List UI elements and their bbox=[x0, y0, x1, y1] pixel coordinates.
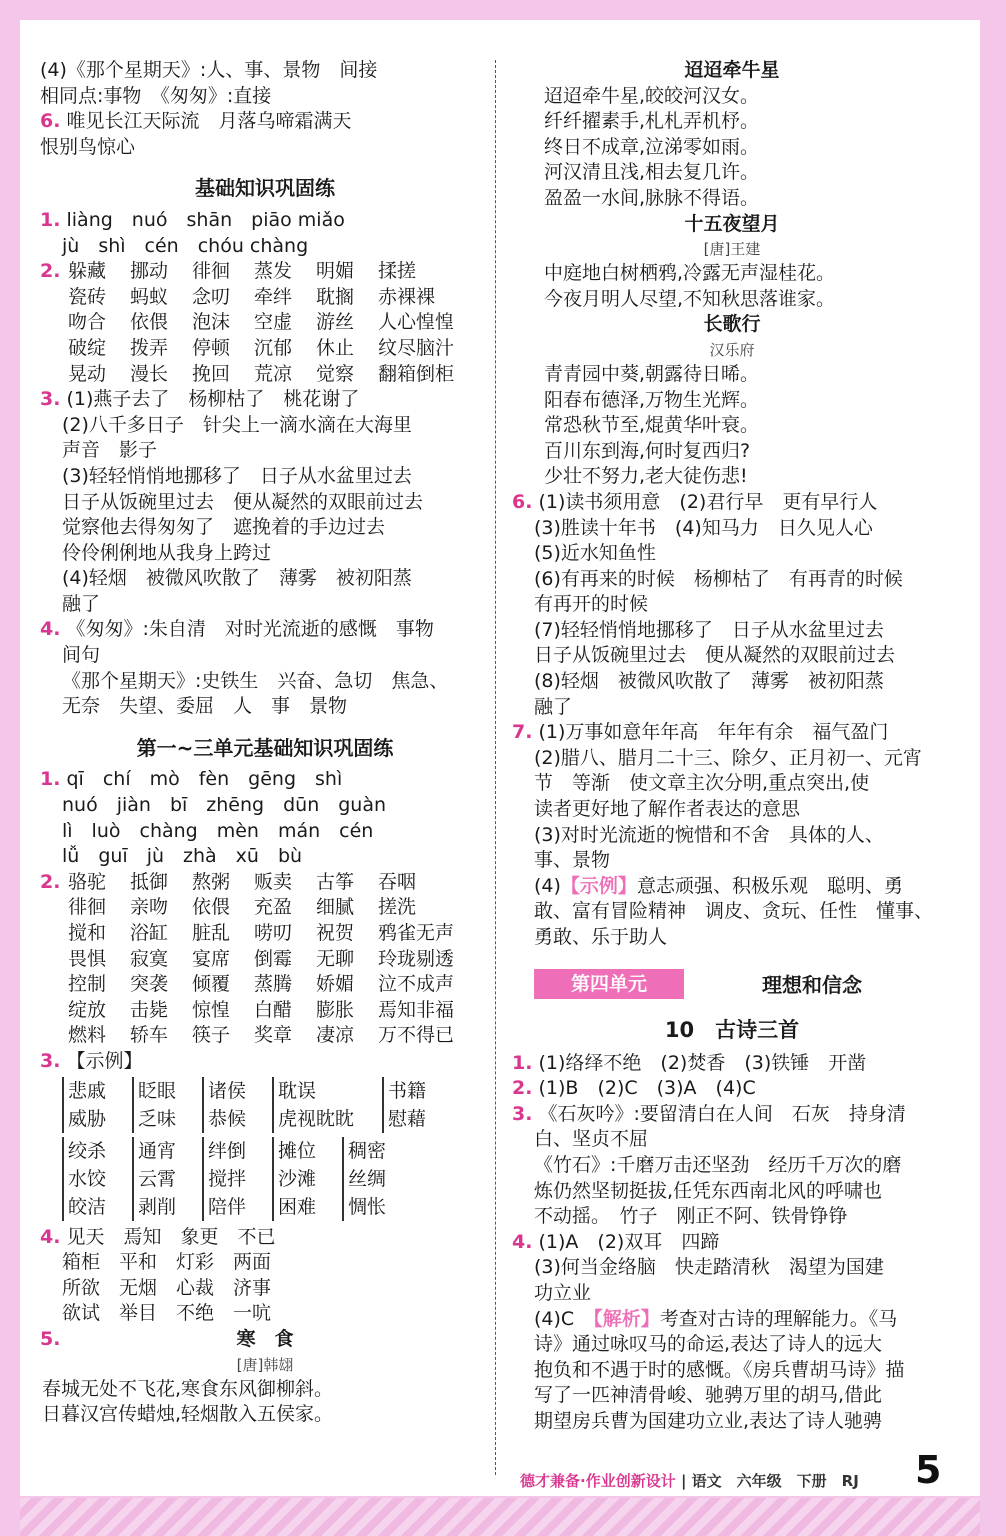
word-cell: 膨胀 bbox=[316, 998, 355, 1021]
poem-title-1: 迢迢牵牛星 bbox=[684, 59, 780, 81]
word-cell: 泣不成声 bbox=[378, 973, 455, 996]
s2-q2: 2. 骆驼 抵御 熬粥 贩卖 古筝 吞咽 徘徊 亲吻 依偎 充盈 细腻 搓洗 搅和 浴缸 脏乱 唠叨 祝贺 鸦雀无声 畏惧 寂寞 宴席 倒霉 无聊 玲珑剔透 控制 突袭 倾覆 蒸腾 娇媚 泣不成声 绽放 击毙 惊惶 白醋 膨胀 焉知非福 燃料 轿车 筷子 奖章 凄凉 万不得已 bbox=[40, 870, 490, 1049]
item-6-cont: 恨别鸟惊心 bbox=[40, 135, 136, 158]
footer-subject: 语文 六年级 下册 RJ bbox=[691, 1472, 859, 1490]
bracket-word: 诸侯 bbox=[208, 1079, 247, 1102]
l-q4: 4. (1)A (2)双耳 四蹄 (3)何当金络脑 快走踏清秋 渴望为国建 功立业 (4)C 【解析】考查对古诗的理解能力。《马 诗》通过咏叹马的命运,表达了诗人的远大 抱负和不遇于时的感慨。《房兵曹胡马诗》描 写了一匹神清骨峻、驰骋万里的胡马,借此 期望房兵曹为国建功立业,表达了诗人驰骋 bbox=[512, 1230, 952, 1435]
intro-block bbox=[40, 58, 490, 109]
text-line: lǚ guī jù zhà xū bù bbox=[62, 845, 303, 868]
bracket-word: 恭候 bbox=[208, 1107, 247, 1130]
word-cell: 蒸发 bbox=[254, 260, 293, 283]
bottom-stripe bbox=[20, 1498, 980, 1536]
word-row bbox=[68, 972, 455, 998]
word-cell: 依偎 bbox=[192, 896, 231, 919]
word-cell: 揉搓 bbox=[378, 260, 417, 283]
word-cell: 徘徊 bbox=[192, 260, 231, 283]
word-row bbox=[68, 259, 440, 285]
bracket-group bbox=[132, 1077, 188, 1133]
word-cell: 亲吻 bbox=[130, 896, 169, 919]
poem-2 bbox=[512, 261, 952, 312]
word-cell: 倒霉 bbox=[254, 947, 293, 970]
bracket-word: 丝绸 bbox=[348, 1167, 387, 1190]
word-cell: 吞咽 bbox=[378, 870, 417, 893]
text-line: 欲试 举目 不绝 一吭 bbox=[62, 1302, 272, 1325]
right-column bbox=[512, 58, 952, 1435]
word-cell: 荒凉 bbox=[254, 362, 293, 385]
word-cell: 贩卖 bbox=[254, 870, 293, 893]
word-row bbox=[68, 998, 455, 1024]
text-line: nuó jiàn bī zhēng dūn guàn bbox=[62, 794, 387, 817]
word-cell: 突袭 bbox=[130, 973, 169, 996]
text-line: 诗》通过咏叹马的命运,表达了诗人的远大 bbox=[534, 1333, 883, 1356]
s1-q1: 1. liàng nuó shān piāo miǎo jù shì cén chóu chàng bbox=[40, 208, 345, 257]
text-line: (4)轻烟 被微风吹散了 薄雾 被初阳蒸 bbox=[62, 567, 412, 590]
word-cell: 休止 bbox=[316, 336, 355, 359]
word-cell: 轿车 bbox=[130, 1024, 169, 1047]
word-cell: 晃动 bbox=[68, 362, 107, 385]
bracket-word: 眨眼 bbox=[138, 1079, 177, 1102]
s2-q5: 5. 寒 食 [唐]韩翃 春城无处不飞花,寒食东风御柳斜。 日暮汉宫传蜡烛,轻烟散入五侯家。 bbox=[40, 1327, 490, 1428]
word-cell: 无聊 bbox=[316, 947, 355, 970]
bracket-word: 搅拌 bbox=[208, 1167, 247, 1190]
bracket-group bbox=[342, 1137, 398, 1221]
text-line: 无奈 失望、委屈 人 事 景物 bbox=[62, 695, 348, 718]
bracket-word: 云霄 bbox=[138, 1167, 177, 1190]
text-line: 日暮汉宫传蜡烛,轻烟散入五侯家。 bbox=[42, 1403, 334, 1426]
text-line: 写了一匹神清骨峻、驰骋万里的胡马,借此 bbox=[534, 1384, 883, 1407]
text-line: (3)何当金络脑 快走踏清秋 渴望为国建 bbox=[534, 1256, 884, 1279]
item-6: 6. 唯见长江天际流 月落乌啼霜满天 bbox=[40, 110, 352, 133]
column-divider bbox=[495, 60, 496, 1475]
answer-page bbox=[20, 20, 980, 1496]
word-cell: 万不得已 bbox=[378, 1024, 455, 1047]
text-line: 《竹石》:千磨万击还坚劲 经历千万次的磨 bbox=[534, 1153, 902, 1176]
page-number: 5 bbox=[915, 1448, 942, 1492]
word-cell: 躲藏 bbox=[68, 260, 107, 283]
word-cell: 停顿 bbox=[192, 336, 231, 359]
bracket-row bbox=[62, 1077, 490, 1133]
bracket-group bbox=[62, 1077, 118, 1133]
word-cell: 充盈 bbox=[254, 896, 293, 919]
text-line: (2)八千多日子 针尖上一滴水滴在大海里 bbox=[62, 413, 412, 436]
word-row bbox=[68, 895, 440, 921]
word-cell: 搓洗 bbox=[378, 896, 417, 919]
word-grid bbox=[68, 870, 455, 1049]
text-line: (3)对时光流逝的惋惜和不舍 具体的人、 bbox=[534, 823, 884, 846]
word-cell: 惊惶 bbox=[192, 998, 231, 1021]
text-line: 百川东到海,何时复西归? bbox=[544, 439, 751, 462]
text-line: 抱负和不遇于时的感慨。《房兵曹胡马诗》描 bbox=[534, 1358, 905, 1381]
bracket-group bbox=[382, 1077, 438, 1133]
word-cell: 脏乱 bbox=[192, 922, 231, 944]
bracket-row bbox=[62, 1137, 490, 1221]
word-cell: 古筝 bbox=[316, 870, 355, 893]
s1-q4: 4. 《匆匆》:朱自清 对时光流逝的感慨 事物 间句 《那个星期天》:史铁生 兴奋、急切 焦急、 无奈 失望、委屈 人 事 景物 bbox=[40, 617, 490, 719]
word-cell: 泡沫 bbox=[192, 311, 231, 334]
text-line: 功立业 bbox=[534, 1281, 592, 1304]
text-line: 箱柜 平和 灯彩 两面 bbox=[62, 1251, 272, 1274]
bracket-word: 摊位 bbox=[278, 1139, 317, 1162]
text-line: (4)《那个星期天》:人、事、景物 间接 bbox=[40, 59, 378, 81]
word-cell: 瓷砖 bbox=[68, 285, 107, 308]
word-row bbox=[68, 310, 455, 336]
word-row bbox=[68, 336, 455, 362]
text-line: (5)近水知鱼性 bbox=[534, 542, 656, 565]
word-cell: 奖章 bbox=[254, 1024, 293, 1047]
text-line: 敢、富有冒险精神 调皮、贪玩、任性 懂事、 bbox=[534, 900, 934, 923]
text-line: 节 等渐 使文章主次分明,重点突出,使 bbox=[534, 772, 870, 795]
word-cell: 细腻 bbox=[316, 896, 355, 919]
l-q3: 3. 《石灰吟》:要留清白在人间 石灰 持身清 白、坚贞不屈 《竹石》:千磨万击还坚劲 经历千万次的磨 炼仍然坚韧挺拔,任凭东西南北风的呼啸也 不动摇。 竹子 刚正不阿、铁骨铮铮 bbox=[512, 1102, 952, 1230]
word-cell: 浴缸 bbox=[130, 922, 169, 944]
word-row bbox=[68, 285, 440, 311]
word-cell: 游丝 bbox=[316, 311, 355, 334]
word-cell: 寂寞 bbox=[130, 947, 169, 970]
word-cell: 玲珑剔透 bbox=[378, 947, 455, 970]
bracket-word: 稠密 bbox=[348, 1139, 387, 1162]
bracket-group bbox=[202, 1077, 258, 1133]
text-line: (3)轻轻悄悄地挪移了 日子从水盆里过去 bbox=[62, 464, 412, 487]
text-line: lì luò chàng mèn mán cén bbox=[62, 819, 374, 842]
text-line: 伶伶俐俐地从我身上跨过 bbox=[62, 541, 272, 564]
bracket-word: 陪伴 bbox=[208, 1195, 247, 1218]
word-cell: 吻合 bbox=[68, 311, 107, 334]
bracket-group bbox=[272, 1137, 328, 1221]
text-line: 河汉清且浅,相去复几许。 bbox=[544, 161, 760, 184]
word-cell: 熬粥 bbox=[192, 870, 231, 893]
word-cell: 绽放 bbox=[68, 998, 107, 1021]
bracket-word: 惆怅 bbox=[348, 1195, 387, 1218]
bracket-word: 皎洁 bbox=[68, 1195, 107, 1218]
text-line: 青青园中葵,朝露待日晞。 bbox=[544, 362, 760, 385]
text-line: 读者更好地了解作者表达的意思 bbox=[534, 798, 801, 821]
bracket-word: 困难 bbox=[278, 1195, 317, 1218]
poem-title-3: 长歌行 bbox=[703, 313, 761, 336]
l-q2: 2. (1)B (2)C (3)A (4)C bbox=[512, 1077, 756, 1100]
footer: 德才兼备·作业创新设计 | 语文 六年级 下册 RJ bbox=[520, 1472, 859, 1490]
word-row bbox=[68, 947, 455, 973]
word-row bbox=[68, 1023, 455, 1049]
text-line: (6)有再来的时候 杨柳枯了 有再青的时候 bbox=[534, 567, 903, 590]
word-cell: 娇媚 bbox=[316, 973, 355, 996]
word-grid bbox=[68, 259, 455, 387]
word-cell: 蒸腾 bbox=[254, 973, 293, 996]
text-line: 有再开的时候 bbox=[534, 593, 649, 616]
word-cell: 耽搁 bbox=[316, 285, 355, 308]
poem-title-2: 十五夜望月 bbox=[684, 212, 780, 235]
word-cell: 唠叨 bbox=[254, 922, 293, 944]
word-cell: 念叨 bbox=[192, 285, 231, 308]
word-cell: 纹尽脑汁 bbox=[378, 336, 455, 359]
text-line: 期望房兵曹为国建功立业,表达了诗人驰骋 bbox=[534, 1409, 883, 1432]
unit-badge: 第四单元 bbox=[534, 969, 684, 999]
text-line: 常恐秋节至,焜黄华叶衰。 bbox=[544, 414, 760, 437]
word-cell: 倾覆 bbox=[192, 973, 231, 996]
s1-q2: 2. 躲藏 挪动 徘徊 蒸发 明媚 揉搓 瓷砖 蚂蚁 念叨 牵绊 耽搁 赤裸裸 吻合 依偎 泡沫 空虚 游丝 人心惶惶 破绽 拨弄 停顿 沉郁 休止 纹尽脑汁 晃动 漫长 挽回 荒凉 觉察 翻箱倒柜 bbox=[40, 259, 490, 387]
word-cell: 破绽 bbox=[68, 336, 107, 359]
word-cell: 挽回 bbox=[192, 362, 231, 385]
s2-q1: 1. qī chí mò fèn gēng shì nuó jiàn bī zhēng dūn guàn lì luò chàng mèn mán cén lǚ guī jù zhà xū bù bbox=[40, 767, 490, 869]
bracket-word: 剥削 bbox=[138, 1195, 177, 1218]
word-cell: 空虚 bbox=[254, 311, 293, 334]
text-line: 迢迢牵牛星,皎皎河汉女。 bbox=[544, 84, 760, 107]
text-line: 中庭地白树栖鸦,冷露无声湿桂花。 bbox=[544, 262, 836, 285]
text-line: 所欲 无烟 心裁 济事 bbox=[62, 1276, 272, 1299]
word-cell: 凄凉 bbox=[316, 1024, 355, 1047]
bracket-word: 威胁 bbox=[68, 1107, 107, 1130]
bracket-group bbox=[272, 1077, 368, 1133]
unit-title: 理想和信念 bbox=[762, 972, 862, 997]
section-title-basic: 基础知识巩固练 bbox=[195, 176, 335, 201]
text-line: 盈盈一水间,脉脉不得语。 bbox=[544, 186, 760, 209]
text-line: 终日不成章,泣涕零如雨。 bbox=[544, 135, 760, 158]
text-line: 《那个星期天》:史铁生 兴奋、急切 焦急、 bbox=[62, 669, 449, 692]
word-cell: 蚂蚁 bbox=[130, 285, 169, 308]
poem-3 bbox=[512, 362, 952, 490]
word-cell: 觉察 bbox=[316, 362, 355, 385]
text-line: (7)轻轻悄悄地挪移了 日子从水盆里过去 bbox=[534, 618, 884, 641]
text-line: 今夜月明人尽望,不知秋思落谁家。 bbox=[544, 287, 836, 310]
bracket-word: 水饺 bbox=[68, 1167, 107, 1190]
bracket-word: 乏味 bbox=[138, 1107, 177, 1130]
s2-q4: 4. 见天 焉知 象更 不已 箱柜 平和 灯彩 两面 所欲 无烟 心裁 济事 欲试 举目 不绝 一吭 bbox=[40, 1225, 490, 1327]
text-line: 融了 bbox=[62, 592, 101, 615]
s1-q3: 3. (1)燕子去了 杨柳枯了 桃花谢了 (2)八千多日子 针尖上一滴水滴在大海里 声音 影子 (3)轻轻悄悄地挪移了 日子从水盆里过去 日子从饭碗里过去 便从凝然的双眼前过去 觉察他去得匆匆了 遮挽着的手边过去 伶伶俐俐地从我身上跨过 (4)轻烟 被微风吹散了 薄雾 被初阳蒸 融了 bbox=[40, 387, 490, 617]
poem-author-3: 汉乐府 bbox=[709, 340, 755, 359]
word-cell: 漫长 bbox=[130, 362, 169, 385]
word-cell: 挪动 bbox=[130, 260, 169, 283]
bracket-group bbox=[132, 1137, 188, 1221]
text-line: 相同点:事物 《匆匆》:直接 bbox=[40, 84, 272, 107]
word-cell: 沉郁 bbox=[254, 336, 293, 359]
text-line: 融了 bbox=[534, 695, 573, 718]
word-cell: 祝贺 bbox=[316, 922, 355, 944]
text-line: 声音 影子 bbox=[62, 439, 158, 462]
word-cell: 筷子 bbox=[192, 1024, 231, 1047]
text-line: 炼仍然坚韧挺拔,任凭东西南北风的呼啸也 bbox=[534, 1179, 883, 1202]
bracket-word: 耽误 bbox=[278, 1079, 317, 1102]
bracket-word: 绊倒 bbox=[208, 1139, 247, 1162]
text-line: 勇敢、乐于助人 bbox=[534, 926, 668, 948]
word-cell: 明媚 bbox=[316, 260, 355, 283]
q7: 7. (1)万事如意年年高 年年有余 福气盈门 (2)腊八、腊月二十三、除夕、正月初一、元宵 节 等渐 使文章主次分明,重点突出,使 读者更好地了解作者表达的意思 (3)对时光流逝的惋惜和不舍 具体的人、 事、景物 (4)【示例】意志顽强、积极乐观 聪明、勇 敢、富有冒险精神 调皮、贪玩、任性 懂事、 勇敢、乐于助人 bbox=[512, 720, 952, 950]
word-cell: 牵绊 bbox=[254, 285, 293, 308]
word-cell: 畏惧 bbox=[68, 947, 107, 970]
lesson-title: 10 古诗三首 bbox=[664, 1017, 800, 1042]
word-cell: 翻箱倒柜 bbox=[378, 362, 455, 385]
text-line: (8)轻烟 被微风吹散了 薄雾 被初阳蒸 bbox=[534, 670, 884, 693]
word-row bbox=[68, 870, 440, 896]
text-line: 少壮不努力,老大徒伤悲! bbox=[544, 465, 748, 488]
text-line: (2)腊八、腊月二十三、除夕、正月初一、元宵 bbox=[534, 746, 922, 769]
text-line: (3)胜读十年书 (4)知马力 日久见人心 bbox=[534, 516, 873, 539]
word-cell: 徘徊 bbox=[68, 896, 107, 919]
word-cell: 击毙 bbox=[130, 998, 169, 1021]
bracket-word: 通宵 bbox=[138, 1139, 177, 1162]
text-line: 春城无处不飞花,寒食东风御柳斜。 bbox=[42, 1377, 334, 1400]
bracket-word: 书籍 bbox=[388, 1079, 427, 1102]
text-line: 事、景物 bbox=[534, 849, 611, 872]
poem-author-2: [唐]王建 bbox=[703, 240, 761, 259]
word-cell: 白醋 bbox=[254, 998, 293, 1021]
text-line: 间句 bbox=[62, 644, 101, 667]
left-column bbox=[40, 58, 490, 1428]
unit-header bbox=[512, 965, 952, 1005]
bracket-word: 绞杀 bbox=[68, 1139, 107, 1162]
text-line: 不动摇。 竹子 刚正不阿、铁骨铮铮 bbox=[534, 1205, 848, 1228]
word-cell: 人心惶惶 bbox=[378, 311, 455, 334]
word-cell: 拨弄 bbox=[130, 336, 169, 359]
word-cell: 宴席 bbox=[192, 947, 231, 970]
word-cell: 搅和 bbox=[68, 922, 107, 944]
word-row bbox=[68, 362, 455, 388]
bracket-word: 悲戚 bbox=[68, 1079, 107, 1102]
s2-q3: 3. 【示例】 悲戚 威胁 眨眼 乏味 诸侯 恭候 耽误 虎视眈眈 书籍 慰藉 绞杀 水饺 皎洁 通宵 云霄 剥削 绊倒 搅拌 陪伴 摊位 沙滩 困难 稠密 丝绸 惆怅 bbox=[40, 1049, 490, 1221]
word-cell: 赤裸裸 bbox=[378, 285, 436, 308]
bracket-group bbox=[202, 1137, 258, 1221]
text-line: 纤纤擢素手,札札弄机杼。 bbox=[544, 110, 760, 133]
text-line: 白、坚贞不屈 bbox=[534, 1128, 649, 1151]
word-row bbox=[68, 921, 455, 947]
bracket-word: 虎视眈眈 bbox=[278, 1107, 355, 1130]
word-cell: 焉知非福 bbox=[378, 998, 455, 1021]
section-title-units: 第一~三单元基础知识巩固练 bbox=[136, 735, 394, 760]
bracket-word: 慰藉 bbox=[388, 1107, 427, 1130]
text-line: 觉察他去得匆匆了 遮挽着的手边过去 bbox=[62, 516, 386, 539]
text-line: 阳春布德泽,万物生光辉。 bbox=[544, 388, 760, 411]
text-line: 日子从饭碗里过去 便从凝然的双眼前过去 bbox=[534, 644, 896, 667]
word-cell: 抵御 bbox=[130, 870, 169, 893]
word-cell: 骆驼 bbox=[68, 870, 107, 893]
footer-brand: 德才兼备·作业创新设计 bbox=[520, 1472, 676, 1490]
word-cell: 控制 bbox=[68, 973, 107, 996]
q6: 6. (1)读书须用意 (2)君行早 更有早行人 (3)胜读十年书 (4)知马力 日久见人心 (5)近水知鱼性 (6)有再来的时候 杨柳枯了 有再青的时候 有再开的时候 (7)轻轻悄悄地挪移了 日子从水盆里过去 日子从饭碗里过去 便从凝然的双眼前过去 (8)轻烟 被微风吹散了 薄雾 被初阳蒸 融了 bbox=[512, 490, 952, 720]
word-cell: 依偎 bbox=[130, 311, 169, 334]
poem-1 bbox=[512, 84, 952, 212]
l-q1: 1. (1)络绎不绝 (2)焚香 (3)铁锤 开凿 bbox=[512, 1051, 867, 1074]
text-line: 日子从饭碗里过去 便从凝然的双眼前过去 bbox=[62, 490, 424, 513]
word-cell: 燃料 bbox=[68, 1024, 107, 1047]
bracket-word: 沙滩 bbox=[278, 1167, 317, 1190]
word-cell: 鸦雀无声 bbox=[378, 922, 455, 944]
bracket-group bbox=[62, 1137, 118, 1221]
